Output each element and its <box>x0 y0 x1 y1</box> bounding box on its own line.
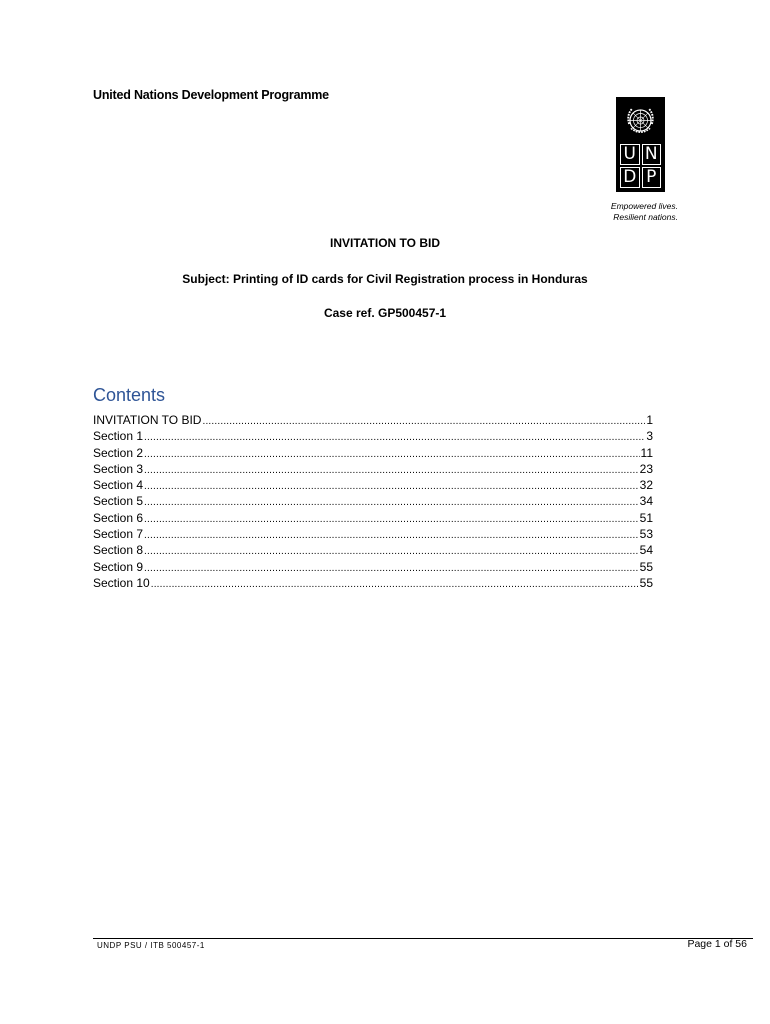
toc-leader <box>144 544 639 560</box>
logo-tagline <box>600 201 678 223</box>
toc-entry-label: Section 2 <box>93 445 144 460</box>
toc-entry[interactable] <box>93 428 653 444</box>
toc-leader <box>202 414 645 430</box>
toc-leader <box>144 495 639 511</box>
logo-box <box>616 97 665 192</box>
toc-entry-label: Section 7 <box>93 527 144 542</box>
toc-entry[interactable] <box>93 493 653 509</box>
toc-entry[interactable] <box>93 477 653 493</box>
toc-entry-page: 51 <box>639 510 653 525</box>
toc-leader <box>144 479 639 495</box>
toc-entry-page: 55 <box>639 559 653 574</box>
toc-entry-label: Section 1 <box>93 429 144 444</box>
footer-reference: UNDP PSU / ITB 500457-1 <box>97 941 205 950</box>
toc-entry[interactable] <box>93 412 653 428</box>
logo-letters <box>620 144 661 188</box>
page-number: Page 1 of 56 <box>687 938 747 950</box>
tagline-line-1: Empowered lives. <box>610 201 678 211</box>
footer-divider <box>93 938 753 939</box>
document-title: INVITATION TO BID <box>330 236 440 250</box>
toc-entry-label: Section 3 <box>93 461 144 476</box>
toc-leader <box>151 577 639 593</box>
toc-entry-label: Section 6 <box>93 510 144 525</box>
toc-leader <box>144 430 645 446</box>
toc-entry-label: Section 4 <box>93 478 144 493</box>
case-reference: Case ref. GP500457-1 <box>323 306 447 320</box>
toc-entry-label: Section 8 <box>93 543 144 558</box>
toc-leader <box>144 512 639 528</box>
logo-letter: P <box>642 167 662 188</box>
toc-entry-page: 1 <box>646 413 653 427</box>
tagline-line-2: Resilient nations. <box>613 212 678 222</box>
toc-entry-label: Section 10 <box>93 575 150 590</box>
toc-leader <box>144 463 639 479</box>
toc-entry[interactable] <box>93 542 653 558</box>
toc-entry-page: 55 <box>639 575 653 590</box>
logo-letter: N <box>642 144 662 165</box>
toc-leader <box>144 528 639 544</box>
logo-letter: U <box>620 144 640 165</box>
toc-entry-page: 53 <box>639 527 653 542</box>
toc-entry-label: Section 9 <box>93 559 144 574</box>
toc-entry-page: 3 <box>646 429 653 444</box>
toc-entry[interactable] <box>93 461 653 477</box>
toc-entry-page: 32 <box>639 478 653 493</box>
toc-leader <box>144 561 639 577</box>
toc-entry-page: 23 <box>639 461 653 476</box>
logo-letter: D <box>620 167 640 188</box>
table-of-contents <box>93 412 653 591</box>
document-subject: Subject: Printing of ID cards for Civil Registration process in Honduras <box>182 272 588 286</box>
toc-leader <box>144 447 639 463</box>
toc-entry-page: 11 <box>640 445 653 460</box>
toc-entry-page: 34 <box>639 494 653 509</box>
toc-entry-page: 54 <box>639 543 653 558</box>
toc-heading: Contents <box>93 385 166 405</box>
organization-name: United Nations Development Programme <box>93 88 329 102</box>
toc-entry[interactable] <box>93 559 653 575</box>
toc-entry-label: Section 5 <box>93 494 144 509</box>
un-emblem-icon <box>623 103 658 138</box>
toc-entry[interactable] <box>93 510 653 526</box>
toc-entry-label: INVITATION TO BID <box>93 413 202 427</box>
toc-entry[interactable] <box>93 445 653 461</box>
toc-entry[interactable] <box>93 526 653 542</box>
toc-entry[interactable] <box>93 575 653 591</box>
